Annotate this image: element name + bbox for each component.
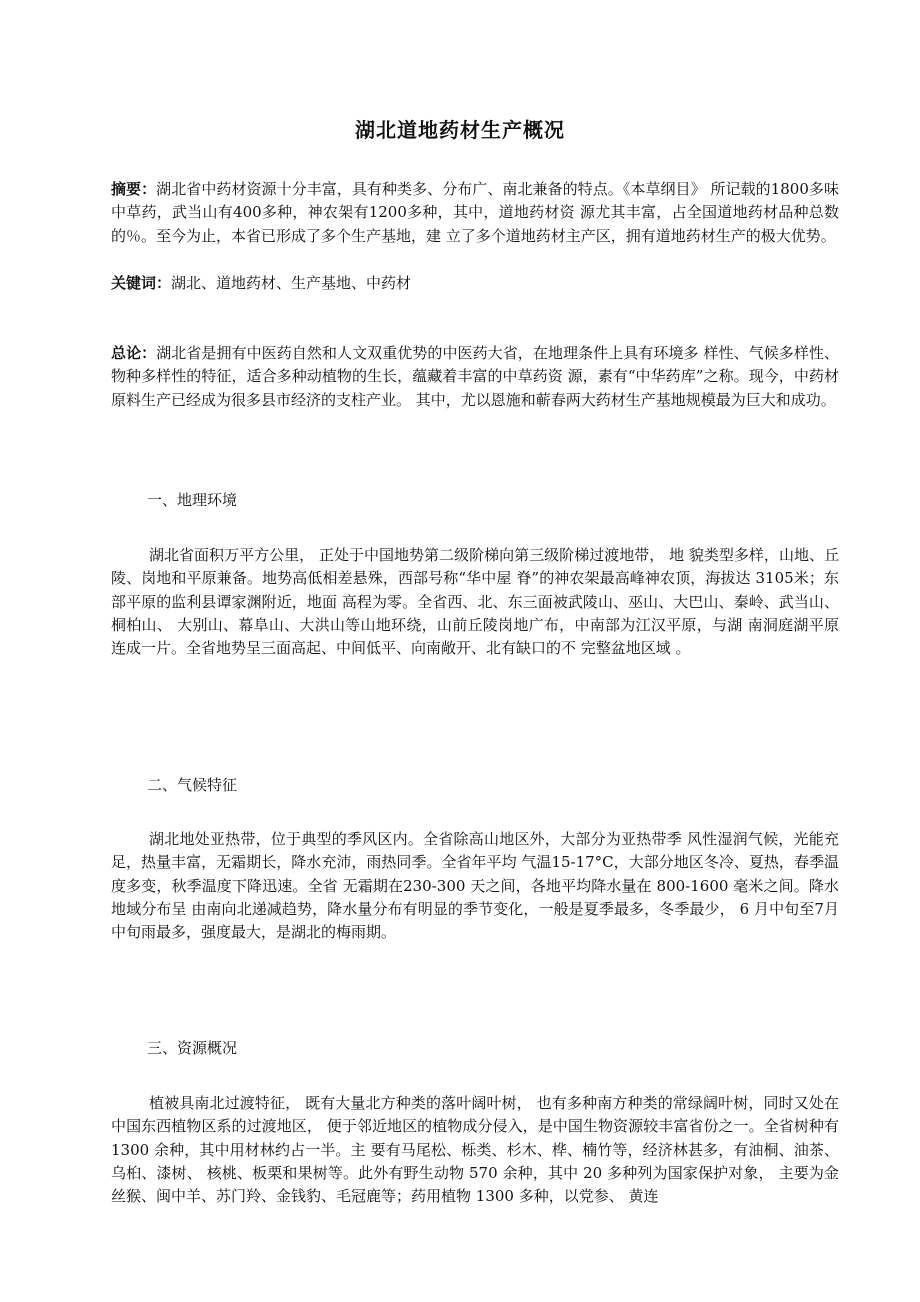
abstract-paragraph: [111, 178, 839, 248]
keywords-label: 关键词：: [111, 274, 172, 292]
section-body-geography: 湖北省面积万平方公里， 正处于中国地势第二级阶梯向第三级阶梯过渡地带， 地 貌类型多样，山地、丘陵、岗地和平原兼备。地势高低相差悬殊，西部号称“华中屋 脊”的神农架最高峰神农顶，海拔达 3105米；东部平原的监利县谭家渊附近，地面 高程为零。全省西、北、东三面被武陵山、巫山、大巴山、秦岭、武当山、桐柏山、 大别山、幕阜山、大洪山等山地环绕，山前丘陵岗地广布，中南部为江汉平原，与湖 南洞庭湖平原连成一片。全省地势呈三面高起、中间低平、向南敞开、北有缺口的不 完整盆地区域 。: [111, 546, 839, 658]
section-heading-geography: 一、地理环境: [147, 491, 238, 509]
section-heading-resources: 三、资源概况: [147, 1039, 238, 1057]
overview-label: 总论：: [111, 344, 157, 362]
section-body-resources: 植被具南北过渡特征， 既有大量北方种类的落叶阔叶树， 也有多种南方种类的常绿阔叶树，同时又处在中国东西植物区系的过渡地区， 便于邻近地区的植物成分侵入，是中国生物资源较丰富省份之一。全省树种有 1300 余种，其中用材林约占一半。主 要有马尾松、栎类、杉木、桦、楠竹等，经济林甚多，有油桐、油茶、乌桕、漆树、 核桃、板栗和果树等。此外有野生动物 570 余种，其中 20 多种列为国家保护对象， 主要为金丝猴、闽中羊、苏门羚、金钱豹、毛冠鹿等；药用植物 1300 多种，以党参、 黄连: [111, 1094, 839, 1206]
overview-text: 湖北省是拥有中医药自然和人文双重优势的中医药大省，在地理条件上具有环境多 样性、气候多样性、物种多样性的特征，适合多种动植物的生长，蕴藏着丰富的中草药资 源，素有“中华药库”之称。现今，中药材原料生产已经成为很多县市经济的支柱产业。 其中，尤以恩施和蕲春两大药材生产基地规模最为巨大和成功。: [111, 344, 839, 409]
section-heading-climate: 二、气候特征: [147, 776, 238, 794]
keywords-text: 湖北、道地药材、生产基地、中药材: [171, 274, 412, 292]
section-body-climate: 湖北地处亚热带，位于典型的季风区内。全省除高山地区外，大部分为亚热带季 风性湿润气候，光能充足，热量丰富，无霜期长，降水充沛，雨热同季。全省年平均 气温15-17°C，大部分地区冬冷、夏热，春季温度多变，秋季温度下降迅速。全省 无霜期在230-300 天之间，各地平均降水量在 800-1600 毫米之间。降水地域分布呈 由南向北递减趋势，降水量分布有明显的季节变化，一般是夏季最多，冬季最少， 6 月中旬至7月中旬雨最多，强度最大，是湖北的梅雨期。: [111, 830, 839, 942]
overview-paragraph: [111, 342, 839, 412]
abstract-label: 摘要：: [111, 180, 157, 198]
abstract-text: 湖北省中药材资源十分丰富，具有种类多、分布广、南北兼备的特点。《本草纲目》 所记载的1800多味中草药，武当山有400多种，神农架有1200多种，其中，道地药材资 源尤其丰富，占全国道地药材品种总数的％。至今为止，本省已形成了多个生产基地，建 立了多个道地药材主产区，拥有道地药材生产的极大优势。: [111, 180, 839, 245]
keywords-paragraph: [111, 272, 839, 295]
document-title: 湖北道地药材生产概况: [355, 118, 565, 142]
